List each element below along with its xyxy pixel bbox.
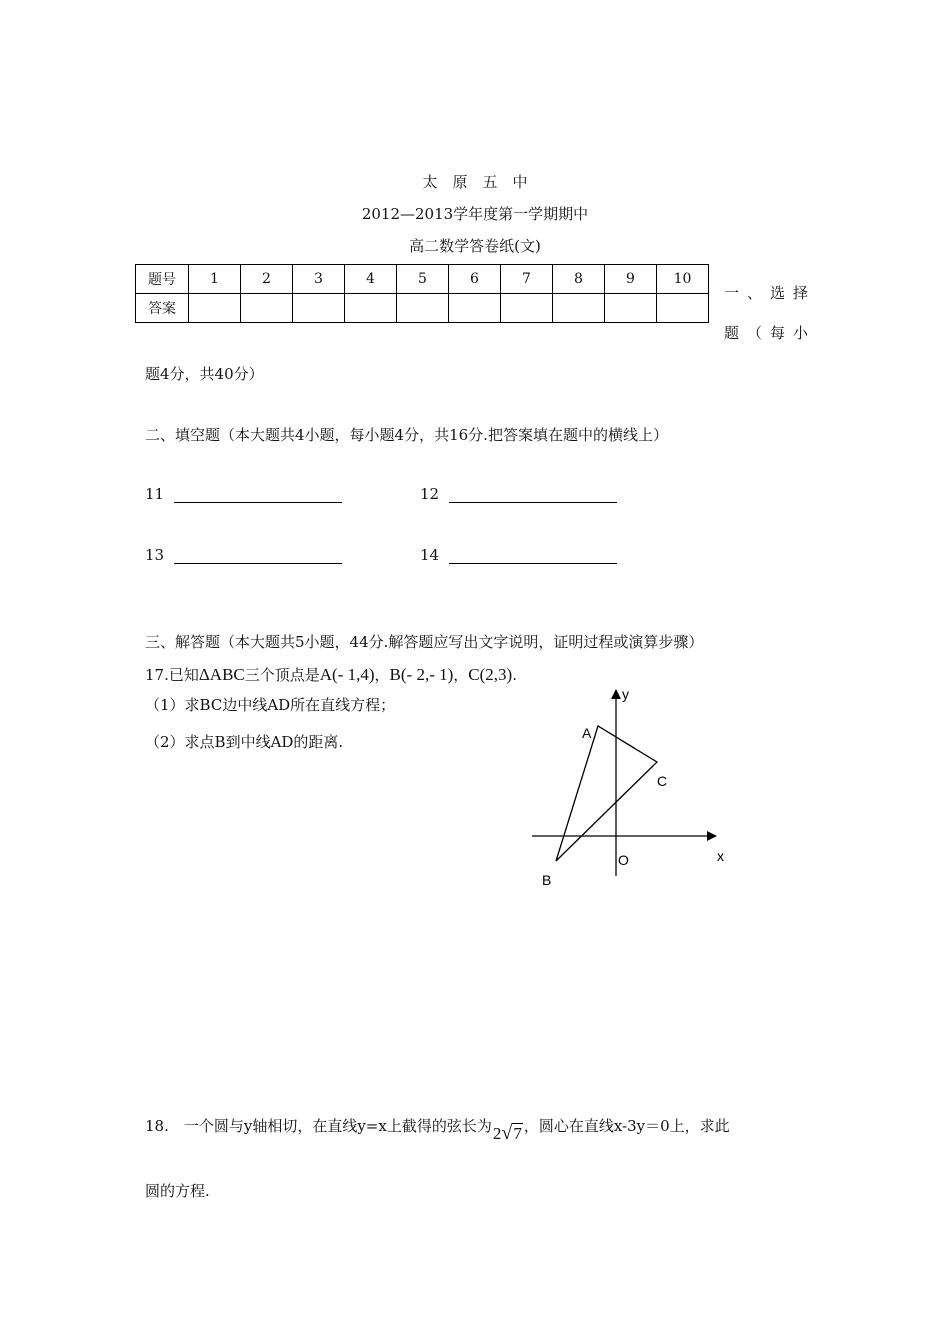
q17-point-c: C(2,3) [468, 665, 513, 684]
blank-item-14 [420, 546, 617, 564]
blank-number: 14 [420, 546, 440, 564]
blank-number: 13 [145, 546, 165, 564]
q17-mid: 三个顶点是 [244, 666, 320, 684]
section1-heading-line1: 一、选择 [724, 284, 817, 302]
answer-table-number: 9 [605, 265, 657, 294]
section3-heading: 三、解答题（本大题共5小题，44分.解答题应写出文字说明，证明过程或演算步骤） [145, 633, 704, 651]
blank-item-12 [420, 485, 617, 503]
answer-cell[interactable] [449, 294, 501, 323]
triangle-abc [556, 726, 657, 861]
school-name: 太 原 五 中 [422, 173, 528, 191]
section1-heading-line3: 题4分，共40分） [145, 365, 264, 383]
answer-table-number: 7 [501, 265, 553, 294]
answer-table-number: 3 [293, 265, 345, 294]
answer-blank-13[interactable] [174, 547, 342, 564]
label-a: A [582, 725, 592, 741]
q18-text-b: ，圆心在直线x-3y＝0上，求此 [523, 1117, 730, 1135]
q18-chord-rad: 7 [513, 1124, 522, 1143]
q17-prefix: 17.已知 [145, 666, 199, 684]
q17-triangle: ΔABC [198, 665, 245, 684]
answer-cell[interactable] [553, 294, 605, 323]
blank-item-11 [145, 485, 342, 503]
answer-table-number-row [136, 265, 709, 294]
blank-number: 12 [420, 485, 440, 503]
q18-chord-coef: 2 [492, 1124, 502, 1143]
answer-table-row2-label: 答案 [136, 294, 189, 323]
label-c: C [657, 773, 668, 789]
answer-table-row1-label: 题号 [136, 265, 189, 294]
answer-table [135, 264, 709, 323]
paper-title: 高二数学答卷纸(文) [409, 237, 541, 255]
q18-line1 [145, 1114, 730, 1144]
answer-table-number: 2 [241, 265, 293, 294]
q17-end: . [512, 666, 517, 684]
answer-blank-11[interactable] [174, 486, 342, 503]
answer-table-number: 8 [553, 265, 605, 294]
answer-blank-14[interactable] [449, 547, 617, 564]
q17-sep: ， [374, 666, 390, 684]
q18-chord-length [493, 1122, 523, 1145]
answer-cell[interactable] [189, 294, 241, 323]
label-y: y [622, 686, 629, 702]
q17-statement [145, 664, 517, 685]
answer-cell[interactable] [241, 294, 293, 323]
q18-line2: 圆的方程. [145, 1182, 210, 1200]
label-x: x [717, 848, 724, 864]
q17-point-b: B(- 2,- 1) [389, 665, 454, 684]
answer-cell[interactable] [605, 294, 657, 323]
answer-table-number: 5 [397, 265, 449, 294]
q17-sep: ， [453, 666, 469, 684]
answer-table-number: 6 [449, 265, 501, 294]
q18-text-a: 18. 一个圆与y轴相切，在直线y=x上截得的弦长为 [145, 1117, 492, 1135]
blank-number: 11 [145, 485, 165, 503]
q17-figure [520, 680, 750, 895]
answer-table-number: 1 [189, 265, 241, 294]
section2-heading: 二、填空题（本大题共4小题，每小题4分，共16分.把答案填在题中的横线上） [145, 426, 668, 444]
sqrt-icon: √ [501, 1122, 513, 1144]
answer-table-answer-row [136, 294, 709, 323]
answer-cell[interactable] [293, 294, 345, 323]
section1-heading-line2: 题（每小 [724, 324, 817, 342]
answer-cell[interactable] [397, 294, 449, 323]
term-title: 2012—2013学年度第一学期期中 [361, 205, 589, 223]
answer-cell[interactable] [345, 294, 397, 323]
answer-cell[interactable] [657, 294, 709, 323]
blank-item-13 [145, 546, 342, 564]
q17-point-a: A(- 1,4) [319, 665, 375, 684]
answer-blank-12[interactable] [449, 486, 617, 503]
answer-table-number: 10 [657, 265, 709, 294]
q17-part2: （2）求点B到中线AD的距离. [145, 733, 344, 751]
label-o: O [618, 852, 629, 868]
answer-cell[interactable] [501, 294, 553, 323]
label-b: B [542, 872, 552, 888]
answer-table-number: 4 [345, 265, 397, 294]
q17-part1: （1）求BC边中线AD所在直线方程； [145, 696, 396, 714]
